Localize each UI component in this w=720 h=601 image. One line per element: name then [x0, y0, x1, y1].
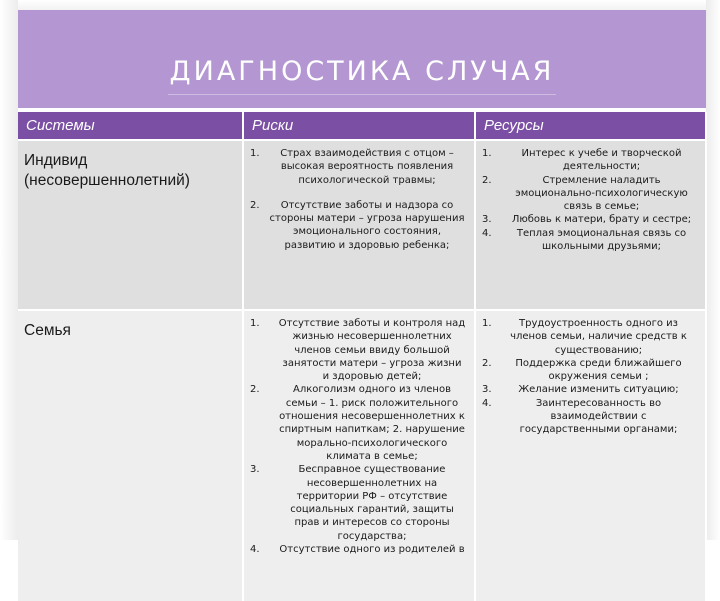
list-item: 1. Отсутствие заботы и контроля над жизнью несовершеннолетних членов семьи ввиду большой занятости матери – угроза жизни и здоровью детей;	[250, 318, 466, 383]
diagnostics-table	[18, 112, 707, 601]
list-item: 4. Отсутствие одного из родителей в	[250, 544, 465, 556]
resources-list	[482, 317, 697, 437]
list-item: 4. Теплая эмоциональная связь со школьными друзьями;	[482, 227, 687, 253]
slide	[18, 10, 706, 556]
system-qualifier: (несовершеннолетний)	[24, 172, 190, 189]
list-item: 1. Трудоустроенность одного из членов семьи, наличие средств к существованию;	[482, 318, 687, 356]
list-item: 3. Желание изменить ситуацию;	[482, 384, 679, 396]
header-resources: Ресурсы	[475, 112, 706, 140]
list-item: 2. Стремление наладить эмоционально-психологическую связь в семье;	[482, 174, 688, 213]
resources-cell	[475, 140, 706, 310]
system-cell	[18, 140, 243, 310]
header-risks: Риски	[243, 112, 475, 140]
title-divider	[168, 94, 556, 95]
list-item: 2. Отсутствие заботы и надзора со стороны матери – угроза нарушения эмоционального состояния, развитию и здоровью ребенка;	[250, 199, 465, 251]
risks-cell	[243, 310, 475, 601]
list-item: 3. Любовь к матери, брату и сестре;	[482, 214, 692, 226]
system-cell	[18, 310, 243, 601]
resources-list	[482, 147, 697, 253]
risks-list	[250, 317, 466, 556]
shadow-right	[706, 0, 720, 540]
system-name: Индивид	[24, 152, 88, 169]
system-name: Семья	[24, 322, 71, 339]
resources-cell	[475, 310, 706, 601]
table-row-individual	[18, 140, 706, 310]
risks-cell	[243, 140, 475, 310]
table-row-family	[18, 310, 706, 601]
list-item: 4. Заинтересованность во взаимодействии с государственными органами;	[482, 397, 678, 436]
list-item: 2. Алкоголизм одного из членов семьи – 1. риск положительного отношения несовершеннолетних к спиртным напиткам; 2. нарушение морально-психологического климата в семье;	[250, 384, 465, 462]
slide-title: ДИАГНОСТИКА СЛУЧАЯ	[169, 56, 555, 87]
risks-list	[250, 147, 466, 252]
title-band	[18, 10, 706, 108]
list-item: 1. Интерес к учебе и творческой деятельности;	[482, 148, 682, 173]
list-item: 3. Бесправное существование несовершеннолетних на территории РФ – отсутствие социальных гарантий, защиты прав и интересов со стороны государства;	[250, 464, 454, 542]
header-systems: Системы	[18, 112, 243, 140]
table-header-row	[18, 112, 706, 140]
list-item: 1. Страх взаимодействия с отцом – высокая вероятность появления психологической травмы;	[250, 148, 454, 186]
list-item: 2. Поддержка среди ближайшего окружения семьи ;	[482, 357, 682, 383]
shadow-left	[0, 0, 18, 540]
